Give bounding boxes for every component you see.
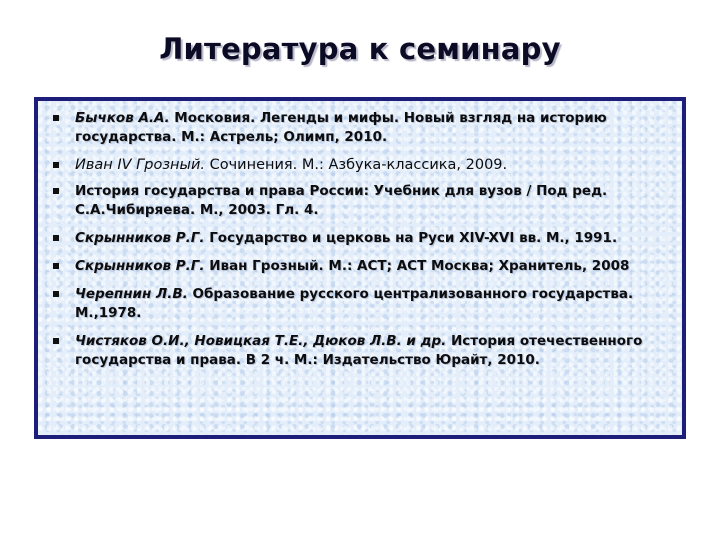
reference-item [38, 229, 682, 248]
reference-list [38, 109, 682, 379]
reference-author: Скрынников Р.Г. [75, 258, 205, 274]
square-bullet-icon [53, 235, 59, 241]
square-bullet-icon [53, 188, 59, 194]
reference-text: Государство и церковь на Руси XIV-XVI вв. М., 1991. [204, 230, 618, 246]
reference-text: История отечественного государства и права. В 2 ч. М.: Издательство Юрайт, 2010. [75, 333, 643, 368]
square-bullet-icon [53, 338, 59, 344]
square-bullet-icon [53, 162, 59, 168]
reference-author: Бычков А.А. [75, 110, 170, 126]
reference-text: Московия. Легенды и мифы. Новый взгляд на историю государства. М.: Астрель; Олимп, 2010. [75, 110, 607, 145]
reference-item [38, 182, 682, 220]
reference-item [38, 156, 682, 175]
reference-item [38, 257, 682, 276]
reference-author: Чистяков О.И., Новицкая Т.Е., Дюков Л.В. и др. [75, 333, 447, 349]
reference-author: Черепнин Л.В. [75, 286, 188, 302]
reference-item [38, 285, 682, 323]
square-bullet-icon [53, 291, 59, 297]
reference-text: История государства и права России: Учебник для вузов / Под ред. С.А.Чибиряева. М., 2003. Гл. 4. [75, 183, 608, 218]
square-bullet-icon [53, 115, 59, 121]
reference-author: Скрынников Р.Г. [75, 230, 205, 246]
references-box [34, 97, 686, 439]
reference-item [38, 332, 682, 370]
reference-text: Сочинения. М.: Азбука-классика, 2009. [205, 157, 508, 173]
reference-item [38, 109, 682, 147]
reference-author: Иван IV Грозный. [75, 157, 205, 173]
square-bullet-icon [53, 263, 59, 269]
reference-text: Образование русского централизованного государства. М.,1978. [75, 286, 634, 321]
reference-text: Иван Грозный. М.: АСТ; АСТ Москва; Хранитель, 2008 [204, 258, 630, 274]
slide-title: Литература к семинару [159, 32, 561, 66]
